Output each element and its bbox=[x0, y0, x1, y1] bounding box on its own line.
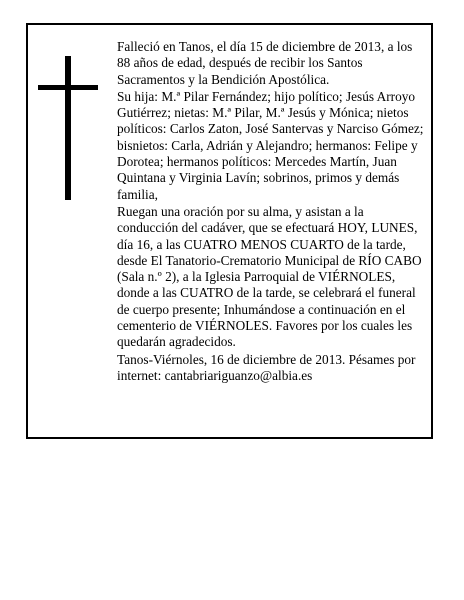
obituary-notice bbox=[26, 23, 433, 439]
obituary-text bbox=[117, 39, 425, 385]
death-announcement: Falleció en Tanos, el día 15 de diciembre de 2013, a los 88 años de edad, después de recibir los Santos Sacramentos y la Bendición Apostólica. bbox=[117, 39, 413, 87]
cross-horizontal-bar bbox=[38, 85, 98, 90]
family-list: Su hija: M.ª Pilar Fernández; hijo político; Jesús Arroyo Gutiérrez; nietas: M.ª Pilar, M.ª Jesús y Mónica; nietos políticos: Carlos Zaton, José Santervas y Narciso Gómez; bisnietos: Carla, Adrián y Alejandro; hermanos: Felipe y Dorotea; hermanos políticos: Mercedes Martín, Juan Quintana y Virginia Lavín; sobrinos, primos y demás familia, bbox=[117, 88, 424, 202]
cross-vertical-bar bbox=[65, 56, 71, 200]
date-and-condolences: Tanos-Viérnoles, 16 de diciembre de 2013. Pésames por internet: cantabriariguanzo@albia.es bbox=[117, 351, 416, 383]
cross-icon bbox=[38, 56, 98, 200]
funeral-details: Ruegan una oración por su alma, y asistan a la conducción del cadáver, que se efectuará HOY, LUNES, día 16, a las CUATRO MENOS CUARTO de la tarde, desde El Tanatorio-Crematorio Municipal de RÍO CABO (Sala n.º 2), a la Iglesia Parroquial de VIÉRNOLES, donde a las CUATRO de la tarde, se celebrará el funeral de cuerpo presente; Inhumándose a continuación en el cementerio de VIÉRNOLES. Favores por los cuales les quedarán agradecidos. bbox=[117, 203, 422, 350]
